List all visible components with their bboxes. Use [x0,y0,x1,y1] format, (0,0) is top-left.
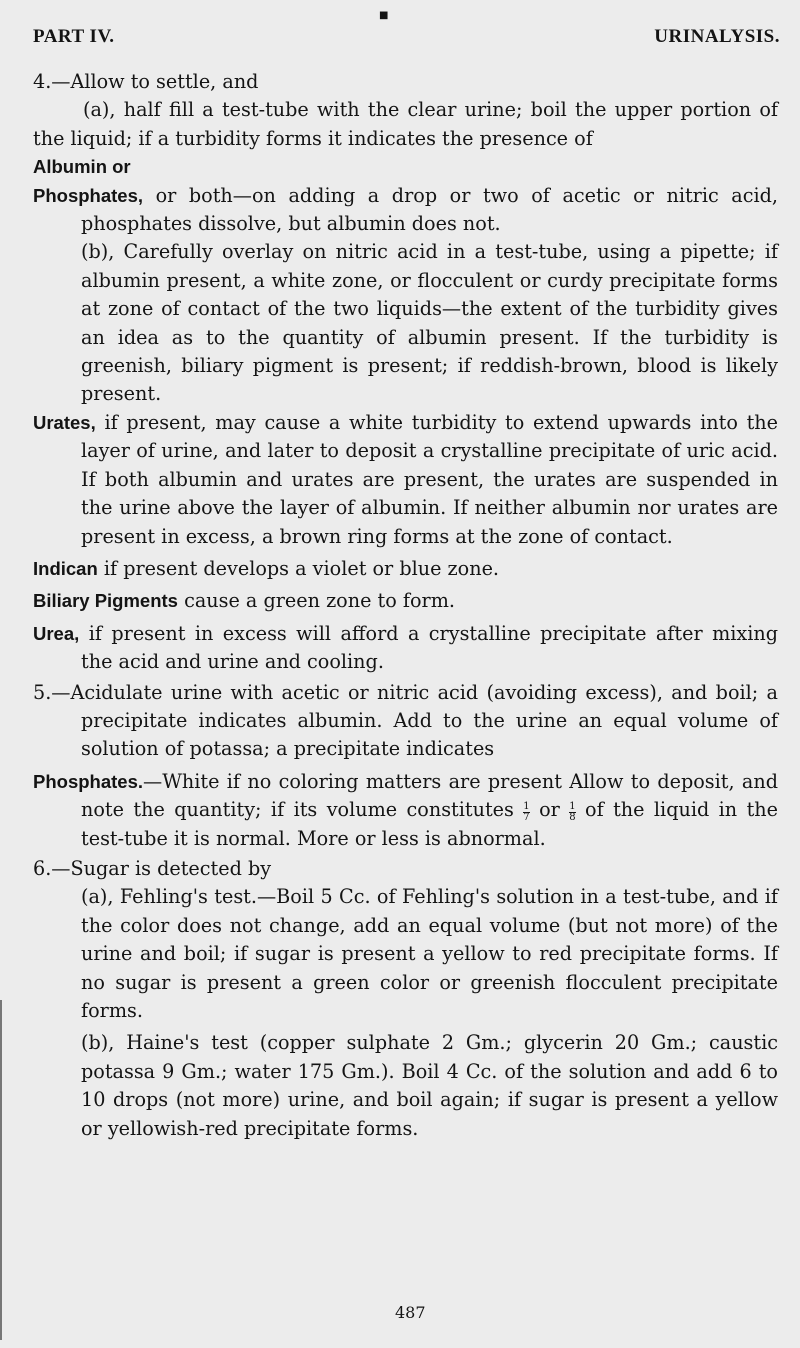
step-4-lead: 4.—Allow to settle, and [33,70,259,93]
albumin-term: Albumin or [33,156,131,178]
step-4a-text: (a), half fill a test-tube with the clear urine; boil the upper portion of the liquid; if a turbidity forms it indicates the presence of [33,98,778,150]
fraction-1-numerator: 1 [523,801,530,813]
phosphates-2-term: Phosphates. [33,770,143,792]
page-body [33,68,778,1143]
phosphates-paragraph [33,182,778,239]
printer-mark: ■ [379,10,389,21]
fraction-2-numerator: 1 [569,801,576,813]
step-6-lead: 6.—Sugar is detected by [33,856,272,880]
indican-text: if present develops a violet or blue zone. [97,556,500,580]
step-4b-text: (b), Carefully overlay on nitric acid in a test-tube, using a pipette; if albumin present, a white zone, or flocculent or curdy precipitate forms at zone of contact of the two liquids—the extent of the turbidity gives an idea as to the quantity of albumin present. If the turbidity is greenish, biliary pigment is present; if reddish-brown, blood is likely present. [81,240,778,406]
phosphates-text: or both—on adding a drop or two of acetic or nitric acid, phosphates dissolve, but albumin does not. [81,183,778,236]
running-head-part: PART IV. [33,26,115,47]
page-number: 487 [395,1303,426,1322]
phosphates-2-text-end: of the liquid in the test-tube it is normal. More or less is abnormal. [81,798,779,850]
fraction-or: or [529,798,570,822]
page-edge-shadow [0,1000,2,1340]
step-6b-text: (b), Haine's test (copper sulphate 2 Gm.; glycerin 20 Gm.; caustic potassa 9 Gm.; water 175 Gm.). Boil 4 Cc. of the solution and add 6 to 10 drops (not more) urine, and boil again; if sugar is present a yellow or yellowish-red precipitate forms. [81,1031,778,1140]
biliary-term: Biliary Pigments [33,590,178,612]
urea-term: Urea, [33,622,80,644]
phosphates-2-paragraph [33,768,778,853]
urates-text: if present, may cause a white turbidity to extend upwards into the layer of urine, and later to deposit a crystalline precipitate of uric acid. If both albumin and urates are present, the urates are suspended in the urine above the layer of albumin. If neither albumin nor urates are present in excess, a brown ring forms at the zone of contact. [81,410,778,548]
step-5-text: 5.—Acidulate urine with acetic or nitric acid (avoiding excess), and boil; a precipitate indicates albumin. Add to the urine an equal volume of solution of potassa; a precipitate indicates [33,680,778,761]
urea-paragraph [33,620,778,677]
urea-text: if present in excess will afford a crystalline precipitate after mixing the acid and urine and cooling. [79,621,778,674]
albumin-heading [33,153,778,181]
indican-paragraph [33,555,778,583]
step-6a-text: (a), Fehling's test.—Boil 5 Cc. of Fehling's solution in a test-tube, and if the color does not change, add an equal volume (but not more) of the urine and boil; if sugar is present a yellow to red precipitate forms. If no sugar is present a green color or greenish flocculent precipitate forms. [81,885,778,1022]
biliary-paragraph [33,587,778,615]
phosphates-2-text: —White if no coloring matters are present Allow to deposit, and note the quantity; if its volume constitutes [81,769,778,822]
fraction-2-denominator: 8 [569,812,576,824]
urates-paragraph [33,409,778,551]
fraction-1-denominator: 7 [523,812,530,824]
biliary-text: cause a green zone to form. [177,589,456,613]
urates-term: Urates, [33,411,96,433]
indican-term: Indican [33,557,98,579]
running-head-title: URINALYSIS. [654,26,780,47]
phosphates-term: Phosphates, [33,184,143,206]
